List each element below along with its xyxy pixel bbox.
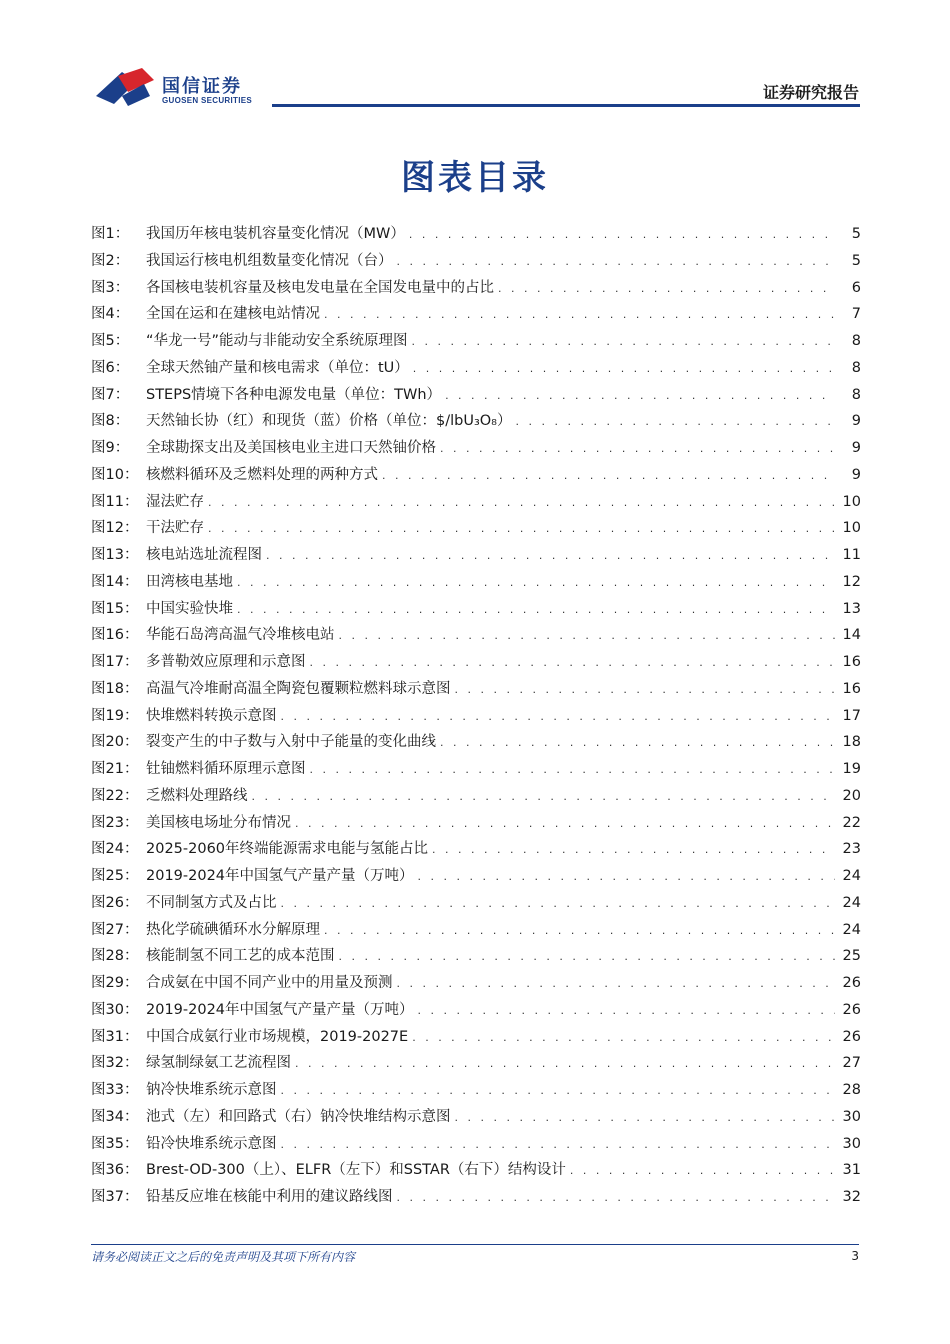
toc-entry[interactable] xyxy=(91,704,861,731)
toc-figure-title: 池式（左）和回路式（右）钠冷快堆结构示意图 xyxy=(146,1108,451,1125)
toc-figure-label: 图18： xyxy=(91,680,139,697)
toc-leader-dots xyxy=(382,469,835,482)
toc-entry[interactable] xyxy=(91,918,861,945)
toc-leader-dots xyxy=(237,576,835,589)
toc-page-number: 10 xyxy=(842,520,861,537)
toc-figure-title: 裂变产生的中子数与入射中子能量的变化曲线 xyxy=(146,734,436,751)
toc-page-number: 6 xyxy=(851,279,861,296)
toc-page-number: 9 xyxy=(851,440,861,456)
toc-entry[interactable] xyxy=(91,356,861,383)
toc-leader-dots xyxy=(281,1084,836,1097)
toc-page-number: 22 xyxy=(842,814,861,831)
toc-leader-dots xyxy=(281,710,836,723)
toc-figure-title: 全球天然铀产量和核电需求（单位：tU） xyxy=(146,359,409,376)
toc-figure-label: 图31： xyxy=(91,1028,139,1045)
toc-figure-label: 图21： xyxy=(91,761,139,777)
toc-figure-label: 图28： xyxy=(91,948,139,965)
page-title: 图表目录 xyxy=(401,158,549,198)
toc-leader-dots xyxy=(412,335,835,348)
toc-entry[interactable] xyxy=(91,1025,861,1052)
toc-leader-dots xyxy=(397,977,836,990)
toc-entry[interactable] xyxy=(91,650,861,677)
toc-page-number: 24 xyxy=(842,868,861,884)
toc-figure-label: 图1： xyxy=(91,226,130,242)
toc-figure-label: 图17： xyxy=(91,654,139,670)
toc-page-number: 30 xyxy=(842,1135,861,1152)
toc-figure-label: 图3： xyxy=(91,279,130,296)
toc-figure-title: 合成氨在中国不同产业中的用量及预测 xyxy=(146,975,393,991)
toc-entry[interactable] xyxy=(91,811,861,838)
toc-entry[interactable] xyxy=(91,998,861,1025)
toc-figure-title: “华龙一号”能动与非能动安全系统原理图 xyxy=(146,333,408,349)
toc-figure-label: 图26： xyxy=(91,894,139,911)
toc-page-number: 9 xyxy=(851,413,861,430)
toc-entry[interactable] xyxy=(91,302,861,329)
toc-entry[interactable] xyxy=(91,543,861,570)
toc-figure-title: 各国核电装机容量及核电发电量在全国发电量中的占比 xyxy=(146,279,494,296)
toc-leader-dots xyxy=(397,255,836,268)
toc-figure-label: 图36： xyxy=(91,1162,139,1179)
toc-entry[interactable] xyxy=(91,597,861,624)
toc-figure-title: 全国在运和在建核电站情况 xyxy=(146,306,320,323)
toc-entry[interactable] xyxy=(91,1185,861,1212)
toc-figure-title: 多普勒效应原理和示意图 xyxy=(146,654,306,670)
toc-leader-dots xyxy=(440,442,835,455)
toc-leader-dots xyxy=(440,736,835,749)
toc-page-number: 8 xyxy=(851,386,861,403)
page-header xyxy=(0,0,950,110)
toc-figure-label: 图15： xyxy=(91,600,139,617)
table-of-figures xyxy=(91,222,861,1212)
toc-figure-title: 核燃料循环及乏燃料处理的两种方式 xyxy=(146,466,378,483)
toc-page-number: 24 xyxy=(842,921,861,938)
toc-entry[interactable] xyxy=(91,864,861,891)
toc-figure-label: 图22： xyxy=(91,787,139,804)
toc-leader-dots xyxy=(413,362,835,375)
toc-entry[interactable] xyxy=(91,516,861,543)
toc-page-number: 28 xyxy=(842,1082,861,1098)
toc-entry[interactable] xyxy=(91,1051,861,1078)
toc-entry[interactable] xyxy=(91,1105,861,1132)
toc-figure-label: 图5： xyxy=(91,333,130,349)
toc-figure-label: 图7： xyxy=(91,386,130,403)
toc-leader-dots xyxy=(310,763,836,776)
toc-figure-title: 核能制氢不同工艺的成本范围 xyxy=(146,948,335,965)
toc-leader-dots xyxy=(295,1057,835,1070)
toc-figure-title: 快堆燃料转换示意图 xyxy=(146,707,277,724)
toc-figure-title: 铅冷快堆系统示意图 xyxy=(146,1135,277,1152)
toc-figure-label: 图11： xyxy=(91,493,139,510)
toc-leader-dots xyxy=(339,629,836,642)
toc-page-number: 26 xyxy=(842,1001,861,1018)
toc-figure-label: 图14： xyxy=(91,573,139,590)
toc-figure-title: 我国运行核电机组数量变化情况（台） xyxy=(146,252,393,269)
toc-entry[interactable] xyxy=(91,570,861,597)
toc-figure-label: 图27： xyxy=(91,921,139,938)
toc-figure-title: 乏燃料处理路线 xyxy=(146,787,248,804)
page-number: 3 xyxy=(851,1249,859,1263)
toc-figure-title: 核电站选址流程图 xyxy=(146,547,262,563)
toc-leader-dots xyxy=(295,817,835,830)
toc-page-number: 19 xyxy=(842,761,861,777)
toc-page-number: 30 xyxy=(842,1108,861,1125)
toc-entry[interactable] xyxy=(91,383,861,410)
toc-figure-title: 钠冷快堆系统示意图 xyxy=(146,1082,277,1098)
toc-page-number: 26 xyxy=(842,975,861,991)
toc-figure-label: 图37： xyxy=(91,1189,139,1205)
toc-leader-dots xyxy=(498,282,835,295)
toc-page-number: 24 xyxy=(842,894,861,911)
toc-figure-title: 中国实验快堆 xyxy=(146,600,233,617)
toc-entry[interactable] xyxy=(91,249,861,276)
toc-figure-label: 图13： xyxy=(91,547,139,563)
toc-entry[interactable] xyxy=(91,436,861,463)
toc-figure-label: 图20： xyxy=(91,734,139,751)
toc-figure-title: Brest-OD-300（上）、ELFR（左下）和SSTAR（右下）结构设计 xyxy=(146,1162,566,1179)
toc-page-number: 8 xyxy=(851,359,861,376)
toc-entry[interactable] xyxy=(91,730,861,757)
toc-figure-label: 图12： xyxy=(91,520,139,537)
toc-figure-label: 图16： xyxy=(91,627,139,644)
toc-page-number: 13 xyxy=(842,600,861,617)
toc-figure-title: 干法贮存 xyxy=(146,520,204,537)
toc-figure-title: 高温气冷堆耐高温全陶瓷包覆颗粒燃料球示意图 xyxy=(146,680,451,697)
toc-leader-dots xyxy=(432,843,835,856)
toc-page-number: 27 xyxy=(842,1055,861,1072)
toc-leader-dots xyxy=(252,790,836,803)
toc-entry[interactable] xyxy=(91,677,861,704)
toc-figure-title: 中国合成氨行业市场规模，2019-2027E xyxy=(146,1028,409,1045)
report-type-label: 证券研究报告 xyxy=(762,83,859,102)
toc-leader-dots xyxy=(412,1031,835,1044)
toc-entry[interactable] xyxy=(91,329,861,356)
header-divider xyxy=(272,104,860,107)
toc-entry[interactable] xyxy=(91,944,861,971)
toc-page-number: 12 xyxy=(842,573,861,590)
toc-entry[interactable] xyxy=(91,222,861,249)
toc-figure-title: 湿法贮存 xyxy=(146,493,204,510)
toc-figure-label: 图23： xyxy=(91,814,139,831)
toc-figure-title: 不同制氢方式及占比 xyxy=(146,894,277,911)
toc-page-number: 11 xyxy=(842,547,861,563)
toc-leader-dots xyxy=(324,924,835,937)
toc-figure-label: 图6： xyxy=(91,359,130,376)
toc-page-number: 26 xyxy=(842,1028,861,1045)
toc-leader-dots xyxy=(455,1111,836,1124)
toc-leader-dots xyxy=(516,415,836,428)
toc-entry[interactable] xyxy=(91,1158,861,1185)
toc-leader-dots xyxy=(237,603,835,616)
toc-page-number: 8 xyxy=(851,333,861,349)
logo-english-name: GUOSEN SECURITIES xyxy=(162,96,253,105)
toc-figure-label: 图10： xyxy=(91,466,139,483)
toc-leader-dots xyxy=(208,496,835,509)
toc-figure-title: 热化学硫碘循环水分解原理 xyxy=(146,921,320,938)
footer-divider xyxy=(91,1244,859,1245)
toc-leader-dots xyxy=(445,389,835,402)
toc-figure-label: 图32： xyxy=(91,1055,139,1072)
toc-page-number: 25 xyxy=(842,948,861,965)
toc-entry[interactable] xyxy=(91,1078,861,1105)
toc-entry[interactable] xyxy=(91,757,861,784)
toc-figure-label: 图24： xyxy=(91,841,139,858)
toc-figure-label: 图9： xyxy=(91,440,130,456)
toc-leader-dots xyxy=(208,522,835,535)
toc-figure-title: 田湾核电基地 xyxy=(146,573,233,590)
toc-page-number: 5 xyxy=(851,226,861,242)
toc-figure-label: 图19： xyxy=(91,707,139,724)
toc-figure-title: 美国核电场址分布情况 xyxy=(146,814,291,831)
toc-page-number: 7 xyxy=(851,306,861,323)
toc-figure-title: 钍铀燃料循环原理示意图 xyxy=(146,761,306,777)
toc-figure-label: 图4： xyxy=(91,306,130,323)
toc-figure-label: 图35： xyxy=(91,1135,139,1152)
toc-figure-title: 铅基反应堆在核能中利用的建议路线图 xyxy=(146,1189,393,1205)
toc-figure-label: 图2： xyxy=(91,252,130,269)
toc-leader-dots xyxy=(397,1191,836,1204)
toc-figure-label: 图25： xyxy=(91,868,139,884)
toc-figure-title: 华能石岛湾高温气冷堆核电站 xyxy=(146,627,335,644)
toc-entry[interactable] xyxy=(91,623,861,650)
toc-figure-title: 2025-2060年终端能源需求电能与氢能占比 xyxy=(146,841,429,858)
toc-page-number: 16 xyxy=(842,680,861,697)
toc-entry[interactable] xyxy=(91,276,861,303)
toc-page-number: 32 xyxy=(842,1189,861,1205)
toc-entry[interactable] xyxy=(91,891,861,918)
toc-figure-title: 我国历年核电装机容量变化情况（MW） xyxy=(146,226,405,242)
toc-figure-title: 全球勘探支出及美国核电业主进口天然铀价格 xyxy=(146,440,436,456)
toc-leader-dots xyxy=(570,1164,835,1177)
toc-leader-dots xyxy=(266,549,835,562)
toc-page-number: 23 xyxy=(842,841,861,858)
toc-page-number: 9 xyxy=(851,466,861,483)
toc-entry[interactable] xyxy=(91,409,861,436)
logo-mark-icon xyxy=(92,66,158,110)
toc-page-number: 18 xyxy=(842,734,861,751)
toc-figure-label: 图8： xyxy=(91,413,130,430)
toc-page-number: 10 xyxy=(842,493,861,510)
toc-entry[interactable] xyxy=(91,837,861,864)
toc-page-number: 16 xyxy=(842,654,861,670)
toc-entry[interactable] xyxy=(91,490,861,517)
toc-figure-label: 图33： xyxy=(91,1082,139,1098)
toc-figure-label: 图34： xyxy=(91,1108,139,1125)
toc-page-number: 20 xyxy=(842,787,861,804)
toc-entry[interactable] xyxy=(91,463,861,490)
disclaimer-note: 请务必阅读正文之后的免责声明及其项下所有内容 xyxy=(91,1250,356,1264)
toc-leader-dots xyxy=(281,897,836,910)
company-logo xyxy=(92,66,262,110)
toc-figure-title: 2019-2024年中国氢气产量产量（万吨） xyxy=(146,868,414,884)
toc-leader-dots xyxy=(409,228,835,241)
toc-page-number: 31 xyxy=(842,1162,861,1179)
logo-chinese-name: 国信证券 xyxy=(162,76,242,97)
toc-leader-dots xyxy=(324,308,835,321)
toc-figure-label: 图30： xyxy=(91,1001,139,1018)
toc-page-number: 5 xyxy=(851,252,861,269)
toc-figure-title: STEPS情境下各种电源发电量（单位：TWh） xyxy=(146,386,442,403)
toc-page-number: 17 xyxy=(842,707,861,724)
toc-page-number: 14 xyxy=(842,627,861,644)
toc-entry[interactable] xyxy=(91,784,861,811)
toc-leader-dots xyxy=(339,950,836,963)
toc-figure-title: 2019-2024年中国氢气产量产量（万吨） xyxy=(146,1001,414,1018)
toc-leader-dots xyxy=(418,1004,835,1017)
toc-figure-label: 图29： xyxy=(91,975,139,991)
toc-figure-title: 绿氢制绿氨工艺流程图 xyxy=(146,1055,291,1072)
toc-leader-dots xyxy=(418,870,835,883)
toc-entry[interactable] xyxy=(91,1132,861,1159)
toc-leader-dots xyxy=(310,656,836,669)
toc-leader-dots xyxy=(281,1138,836,1151)
toc-entry[interactable] xyxy=(91,971,861,998)
toc-leader-dots xyxy=(455,683,836,696)
toc-figure-title: 天然铀长协（红）和现货（蓝）价格（单位：$/lbU₃O₈） xyxy=(146,413,512,430)
